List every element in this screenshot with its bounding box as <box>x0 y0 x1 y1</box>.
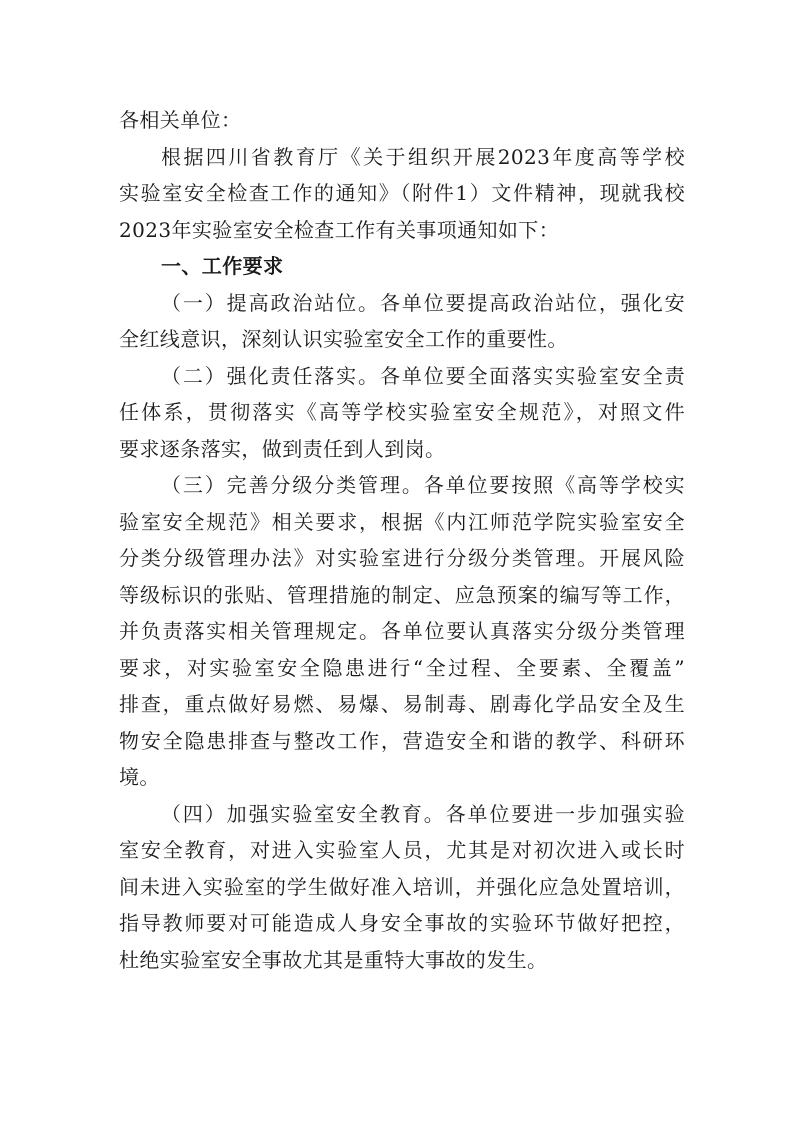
intro-line: 根据四川省教育厅《关于组织开展2023年度高等学校 <box>161 144 685 169</box>
paragraph-line: 任体系，贯彻落实《高等学校实验室安全规范》，对照文件 <box>119 400 685 424</box>
paragraph-line: 室安全教育，对进入实验室人员，尤其是对初次进入或长时 <box>119 838 685 862</box>
section-heading: 一、工作要求 <box>161 254 284 278</box>
intro-line: 2023年实验室安全检查工作有关事项通知如下： <box>119 217 560 242</box>
paragraph-line: 分类分级管理办法》对实验室进行分级分类管理。开展风险 <box>119 546 685 570</box>
document-page <box>119 102 685 978</box>
salutation: 各相关单位： <box>119 108 242 132</box>
paragraph-line: 指导教师要对可能造成人身安全事故的实验环节做好把控， <box>119 911 685 935</box>
paragraph-line: （三）完善分级分类管理。各单位要按照《高等学校实 <box>161 473 685 497</box>
paragraph-line: （二）强化责任落实。各单位要全面落实实验室安全责 <box>161 363 685 388</box>
paragraph-line: 境。 <box>119 765 160 789</box>
paragraph-line: 间未进入实验室的学生做好准入培训，并强化应急处置培训， <box>119 874 685 899</box>
paragraph-line: 全红线意识，深刻认识实验室安全工作的重要性。 <box>119 327 568 351</box>
intro-line: 实验室安全检查工作的通知》（附件1）文件精神，现就我校 <box>119 181 685 205</box>
paragraph-line: 并负责落实相关管理规定。各单位要认真落实分级分类管理 <box>119 619 685 643</box>
paragraph-line: 等级标识的张贴、管理措施的制定、应急预案的编写等工作， <box>119 582 685 607</box>
paragraph-line: （一）提高政治站位。各单位要提高政治站位，强化安 <box>161 290 685 315</box>
paragraph-line: 要求逐条落实，做到责任到人到岗。 <box>119 436 446 461</box>
paragraph-line: 要求，对实验室安全隐患进行“全过程、全要素、全覆盖” <box>119 655 685 680</box>
paragraph-line: 验室安全规范》相关要求，根据《内江师范学院实验室安全 <box>119 509 685 534</box>
paragraph-line: 排查，重点做好易燃、易爆、易制毒、剧毒化学品安全及生 <box>119 692 685 716</box>
paragraph-line: 物安全隐患排查与整改工作，营造安全和谐的教学、科研环 <box>119 728 685 753</box>
paragraph-line: （四）加强实验室安全教育。各单位要进一步加强实验 <box>161 801 685 826</box>
paragraph-line: 杜绝实验室安全事故尤其是重特大事故的发生。 <box>119 947 548 972</box>
